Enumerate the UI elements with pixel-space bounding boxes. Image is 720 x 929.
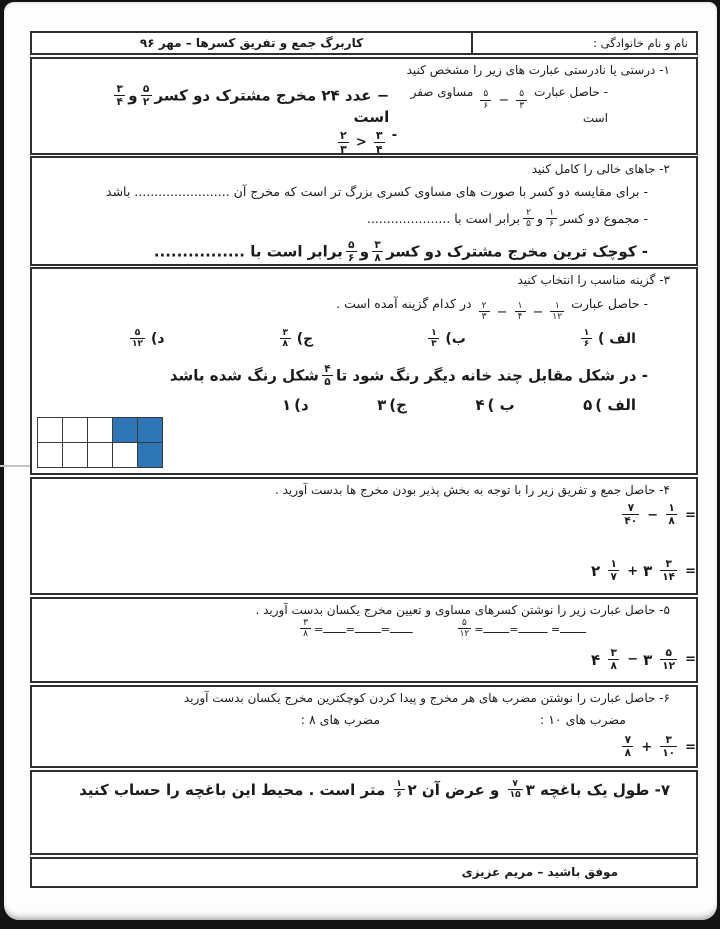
multiples-of-10-label: مضرب های ۱۰ : bbox=[540, 712, 626, 727]
fraction: $\frac{۱}{۱۲}$ bbox=[552, 301, 563, 323]
question-1-statements-row bbox=[32, 84, 696, 126]
fraction: $\frac{۵}{۱۲}$ bbox=[662, 646, 676, 672]
grid-cell bbox=[113, 418, 137, 442]
fraction: $\frac{۳}{۱۰}$ bbox=[662, 734, 676, 760]
grid-cell bbox=[63, 443, 87, 467]
blank-dashes: =ــــــــ=ـــــــــ =ــــــــ bbox=[474, 622, 586, 636]
mc-expression-line: - حاصل عبارت $\frac{۲}{۳}$ − $\frac{۱}{۴}$ − $\frac{۱}{۱۲}$ در کدام گزینه آمده است . bbox=[336, 296, 648, 323]
grid-cell bbox=[138, 418, 162, 442]
grid-coloring-question: - در شکل مقابل چند خانه دیگر رنگ شود تا $\frac{۴}{۵}$ شکل رنگ شده باشد bbox=[169, 362, 648, 388]
option-dal: د) $\frac{۵}{۱۲}$ bbox=[132, 327, 165, 350]
question-7-title: ۷- طول یک باغچه ۳ $\frac{۷}{۱۵}$ و عرض آن ۲ $\frac{۱}{۶}$ متر است . محیط این باغچه را حساب کنید bbox=[79, 779, 670, 801]
fraction: $\frac{۳}{۸}$ bbox=[608, 648, 619, 672]
question-6-box bbox=[30, 685, 698, 768]
fraction: $\frac{۱}{۳}$ bbox=[428, 329, 439, 350]
question-4-title: ۴- حاصل جمع و تفریق زیر را با توجه به بخش پذیر بودن مخرج ها بدست آورید . bbox=[275, 483, 670, 497]
expression-2-3-gt-3-4: $\frac{۲}{۳}$ > $\frac{۳}{۴}$ bbox=[335, 130, 388, 155]
option-jim: ج) ۳ bbox=[377, 395, 407, 414]
option-alef: الف ) $\frac{۱}{۶}$ bbox=[578, 329, 636, 350]
fraction: $\frac{۲}{۳}$ bbox=[479, 302, 490, 323]
question-3-box bbox=[30, 267, 698, 475]
expression-7-8-plus-3-10: $\frac{۷}{۸}$ + $\frac{۳}{۱۰}$ = bbox=[619, 735, 696, 759]
fraction: $\frac{۵}{۱۲}$ bbox=[132, 327, 143, 350]
mc-options-fractions bbox=[32, 329, 696, 350]
question-2-box bbox=[30, 156, 698, 266]
grid-cell bbox=[88, 443, 112, 467]
fill-blank-sum: - مجموع دو کسر $\frac{۱}{۶}$ و $\frac{۲}{۵}$ برابر است با ..................... bbox=[366, 208, 648, 230]
expression-5-6-minus-5-3: $\frac{۵}{۶}$ − $\frac{۵}{۳}$ bbox=[477, 90, 530, 111]
fraction: $\frac{۱}{۶}$ bbox=[546, 209, 557, 230]
expression-mixed-sum: ۲ $\frac{۱}{۷}$ + ۳ $\frac{۳}{۱۴}$ = bbox=[591, 558, 696, 584]
fraction: $\frac{۴}{۵}$ bbox=[322, 364, 333, 388]
statement-common-denominator-24: − عدد ۲۴ مخرج مشترک دو کسر $\frac{۵}{۲}$ و $\frac{۳}{۴}$ است bbox=[100, 84, 389, 126]
fraction: $\frac{۱}{۷}$ bbox=[608, 559, 619, 583]
mixed-number-length: ۳ $\frac{۷}{۱۵}$ bbox=[509, 779, 535, 801]
fraction: $\frac{۱}{۶}$ bbox=[581, 329, 592, 350]
grid-cell bbox=[63, 418, 87, 442]
grid-cell bbox=[38, 443, 62, 467]
fraction: $\frac{۳}{۸}$ bbox=[372, 240, 383, 264]
fraction: $\frac{۲}{۳}$ bbox=[338, 130, 349, 155]
grid-cell bbox=[113, 443, 137, 467]
fraction: $\frac{۳}{۴}$ bbox=[374, 130, 385, 155]
option-jim: ج) $\frac{۳}{۸}$ bbox=[277, 329, 314, 350]
mixed-number-width: ۲ $\frac{۱}{۶}$ bbox=[391, 781, 417, 799]
fraction: $\frac{۵}{۱۲}$ bbox=[459, 618, 470, 640]
grid-cell bbox=[88, 418, 112, 442]
fill-blank-compare: - برای مقایسه دو کسر با صورت های مساوی کسری بزرگ تر است که مخرج آن ........................ باشد bbox=[106, 184, 648, 199]
teacher-signature: موفق باشید – مریم عزیزی bbox=[461, 865, 618, 879]
multiples-of-8-label: مضرب های ۸ : bbox=[300, 712, 381, 727]
expression-7-40-minus-1-8: $\frac{۷}{۴۰}$ − $\frac{۱}{۸}$ = bbox=[624, 502, 696, 528]
fraction-grid bbox=[37, 417, 163, 468]
fraction: $\frac{۵}{۳}$ bbox=[516, 90, 527, 111]
fraction: $\frac{۳}{۱۴}$ bbox=[662, 558, 676, 584]
fraction: $\frac{۷}{۴۰}$ bbox=[624, 502, 638, 528]
grid-cell bbox=[138, 443, 162, 467]
question-1-box bbox=[30, 57, 698, 155]
equal-fractions-chains bbox=[297, 619, 696, 640]
question-6-title: ۶- حاصل عبارت را نوشتن مضرب های هر مخرج و پیدا کردن کوچکترین مخرج یکسان بدست آورید bbox=[183, 691, 670, 705]
chain-5-12 bbox=[455, 619, 586, 640]
multiples-labels-row bbox=[32, 712, 696, 727]
blank-dashes: =ـــــــ=ــــــــ=ـــــــ bbox=[314, 622, 413, 636]
option-be: ب ) ۴ bbox=[475, 395, 515, 414]
fraction: $\frac{۳}{۸}$ bbox=[280, 329, 291, 350]
option-be: ب) $\frac{۱}{۳}$ bbox=[425, 329, 465, 350]
expression-subtraction-chain: $\frac{۲}{۳}$ − $\frac{۱}{۴}$ − $\frac{۱}{۱۲}$ bbox=[476, 302, 567, 323]
fraction: $\frac{۳}{۸}$ bbox=[300, 619, 311, 640]
statement-result-zero: - حاصل عبارت $\frac{۵}{۶}$ − $\frac{۵}{۳}$ مساوی صفر است bbox=[410, 85, 608, 125]
fraction: $\frac{۷}{۱۵}$ bbox=[509, 779, 521, 801]
fraction: $\frac{۲}{۵}$ bbox=[523, 209, 534, 230]
worksheet-title: کاربرگ جمع و تفریق کسرها – مهر ۹۶ bbox=[139, 36, 364, 50]
grid-cell bbox=[38, 418, 62, 442]
fraction: $\frac{۱}{۶}$ bbox=[394, 780, 405, 801]
question-2-title: ۲- جاهای خالی را کامل کنید bbox=[531, 162, 670, 176]
question-5-title: ۵- حاصل عبارت زیر را نوشتن کسرهای مساوی و تعیین مخرج یکسان بدست آورید . bbox=[255, 603, 670, 617]
question-7-box bbox=[30, 770, 698, 855]
fraction: $\frac{۱}{۸}$ bbox=[666, 503, 677, 527]
question-1-title: ۱- درستی یا نادرستی عبارت های زیر را مشخص کنید bbox=[406, 63, 670, 77]
fraction: $\frac{۷}{۸}$ bbox=[622, 735, 633, 759]
fraction: $\frac{۳}{۴}$ bbox=[114, 84, 125, 108]
fill-blank-lcm: - کوچک ترین مخرج مشترک دو کسر $\frac{۳}{۸}$ و $\frac{۵}{۶}$ برابر است با ................ bbox=[153, 238, 648, 264]
question-4-box bbox=[30, 477, 698, 595]
fraction: $\frac{۵}{۲}$ bbox=[141, 84, 152, 108]
fraction: $\frac{۱}{۴}$ bbox=[515, 302, 526, 323]
expression-mixed-subtraction: ۴ $\frac{۳}{۸}$ − ۳ $\frac{۵}{۱۲}$ = bbox=[591, 646, 696, 672]
mc-options-numbers bbox=[32, 396, 696, 414]
option-alef: الف ) ۵ bbox=[583, 395, 636, 414]
statement-inequality: - $\frac{۲}{۳}$ > $\frac{۳}{۴}$ bbox=[32, 128, 696, 155]
option-dal: د) ۱ bbox=[282, 395, 309, 414]
fraction: $\frac{۵}{۶}$ bbox=[346, 240, 357, 264]
question-5-box bbox=[30, 597, 698, 683]
header-box bbox=[30, 31, 698, 55]
chain-3-8 bbox=[297, 619, 413, 640]
name-label: نام و نام خانوادگی : bbox=[471, 33, 696, 53]
footer-box bbox=[30, 857, 698, 888]
question-3-title: ۳- گزینه مناسب را انتخاب کنید bbox=[517, 273, 670, 287]
fraction: $\frac{۵}{۶}$ bbox=[480, 90, 491, 111]
